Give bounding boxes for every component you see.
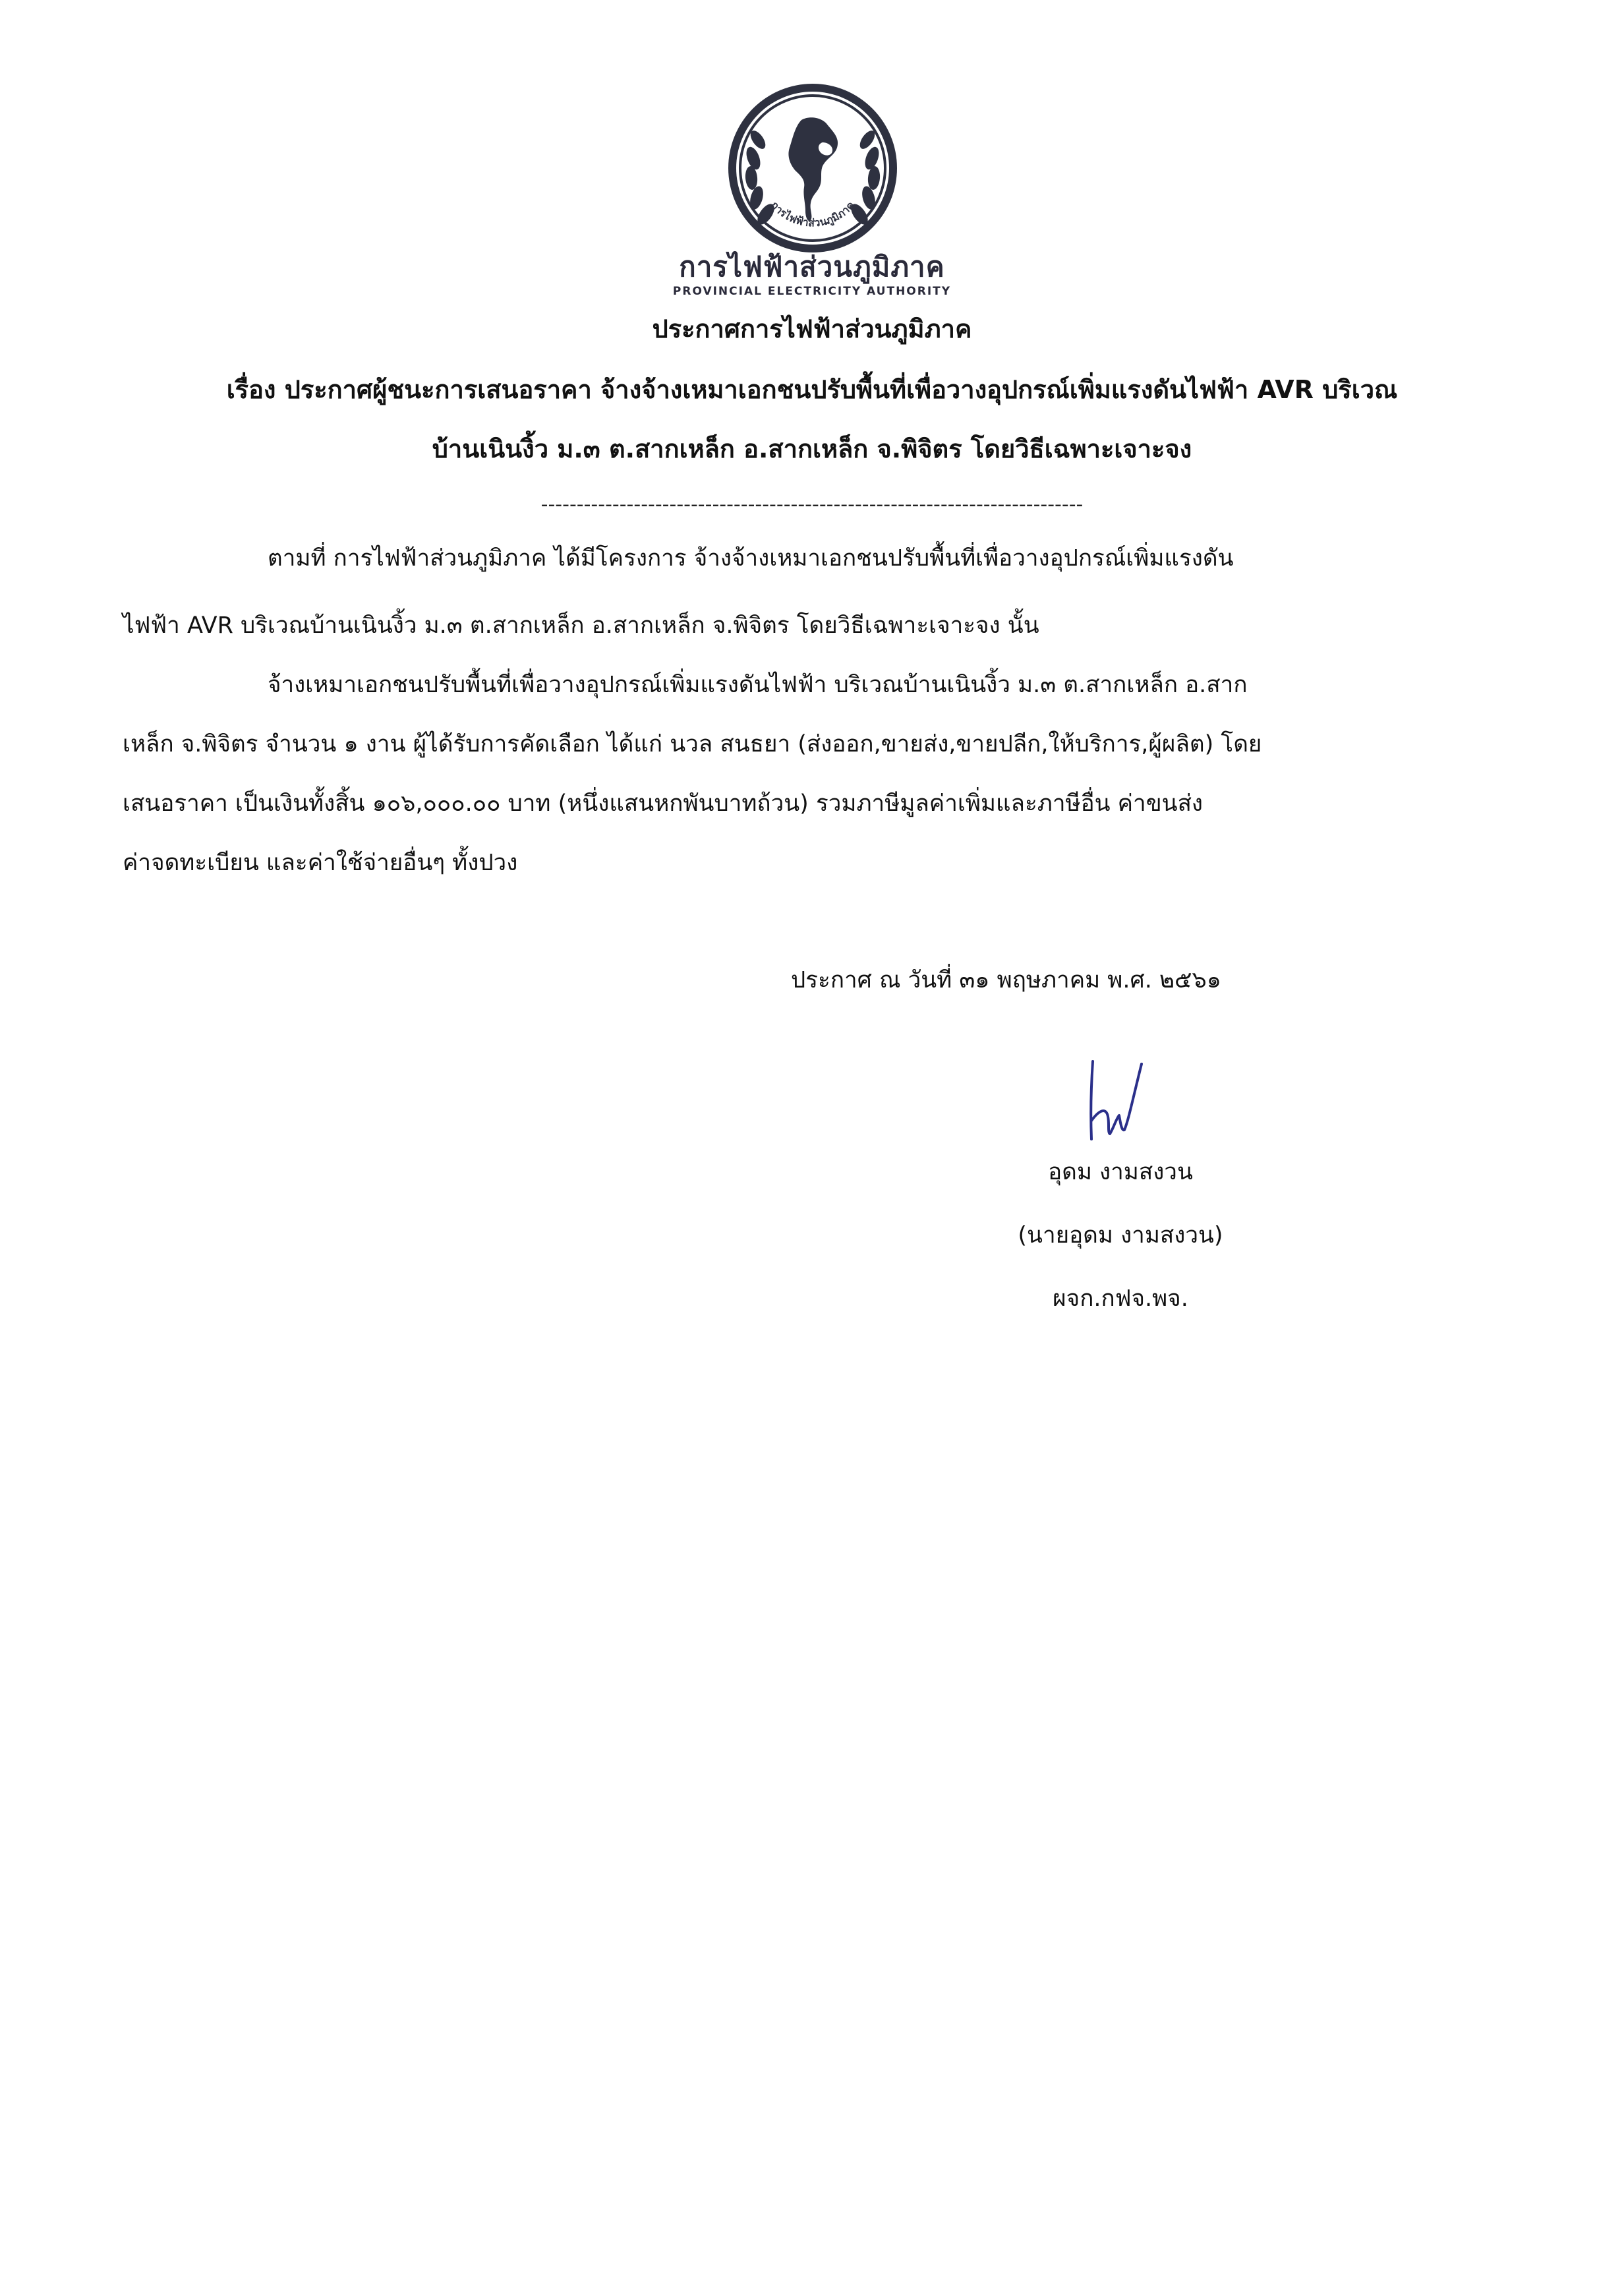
para2-line1: จ้างเหมาเอกชนปรับพื้นที่เพื่อวางอุปกรณ์เพิ่มแรงดันไฟฟ้า บริเวณบ้านเนินงิ้ว ม.๓ ต.สากเหล็ก อ.สาก xyxy=(268,672,1248,698)
signer-name: อุดม งามสงวน xyxy=(1048,1159,1193,1185)
announcement-title: ประกาศการไฟฟ้าส่วนภูมิภาค xyxy=(652,314,972,343)
subject-line-1: เรื่อง ประกาศผู้ชนะการเสนอราคา จ้างจ้างเหมาเอกชนปรับพื้นที่เพื่อวางอุปกรณ์เพิ่มแรงดันไฟฟ้า AVR บริเวณ xyxy=(226,375,1398,404)
org-name-thai: การไฟฟ้าส่วนภูมิภาค xyxy=(679,251,945,283)
pea-emblem-icon xyxy=(724,79,902,257)
org-name-english: PROVINCIAL ELECTRICITY AUTHORITY xyxy=(672,285,952,298)
para2-line4: ค่าจดทะเบียน และค่าใช้จ่ายอื่นๆ ทั้งปวง xyxy=(123,850,518,876)
title-divider: ---------------------------------------------------------------------------- xyxy=(540,493,1084,516)
subject-line-2: บ้านเนินงิ้ว ม.๓ ต.สากเหล็ก อ.สากเหล็ก จ.พิจิตร โดยวิธีเฉพาะเจาะจง xyxy=(432,434,1192,463)
para1-line2: ไฟฟ้า AVR บริเวณบ้านเนินงิ้ว ม.๓ ต.สากเหล็ก อ.สากเหล็ก จ.พิจิตร โดยวิธีเฉพาะเจาะจง นั้น xyxy=(123,612,1039,639)
handwritten-signature-icon xyxy=(1081,1055,1153,1147)
para2-line3: เสนอราคา เป็นเงินทั้งสิ้น ๑๐๖,๐๐๐.๐๐ บาท (หนึ่งแสนหกพันบาทถ้วน) รวมภาษีมูลค่าเพิ่มและภาษีอื่น ค่าขนส่ง xyxy=(123,790,1204,817)
svg-text:การไฟฟ้าส่วนภูมิภาค: การไฟฟ้าส่วนภูมิภาค xyxy=(768,198,857,229)
announce-date: ประกาศ ณ วันที่ ๓๑ พฤษภาคม พ.ศ. ๒๕๖๑ xyxy=(791,967,1221,993)
signer-full-name: (นายอุดม งามสงวน) xyxy=(1018,1222,1223,1249)
para1-line1: ตามที่ การไฟฟ้าส่วนภูมิภาค ได้มีโครงการ จ้างจ้างเหมาเอกชนปรับพื้นที่เพื่อวางอุปกรณ์เพิ่มแรงดัน xyxy=(268,545,1234,572)
para2-line2: เหล็ก จ.พิจิตร จำนวน ๑ งาน ผู้ได้รับการคัดเลือก ได้แก่ นวล สนธยา (ส่งออก,ขายส่ง,ขายปลีก,ให้บริการ,ผู้ผลิต) โดย xyxy=(123,731,1262,757)
signer-position: ผจก.กฟจ.พจ. xyxy=(1053,1285,1188,1312)
